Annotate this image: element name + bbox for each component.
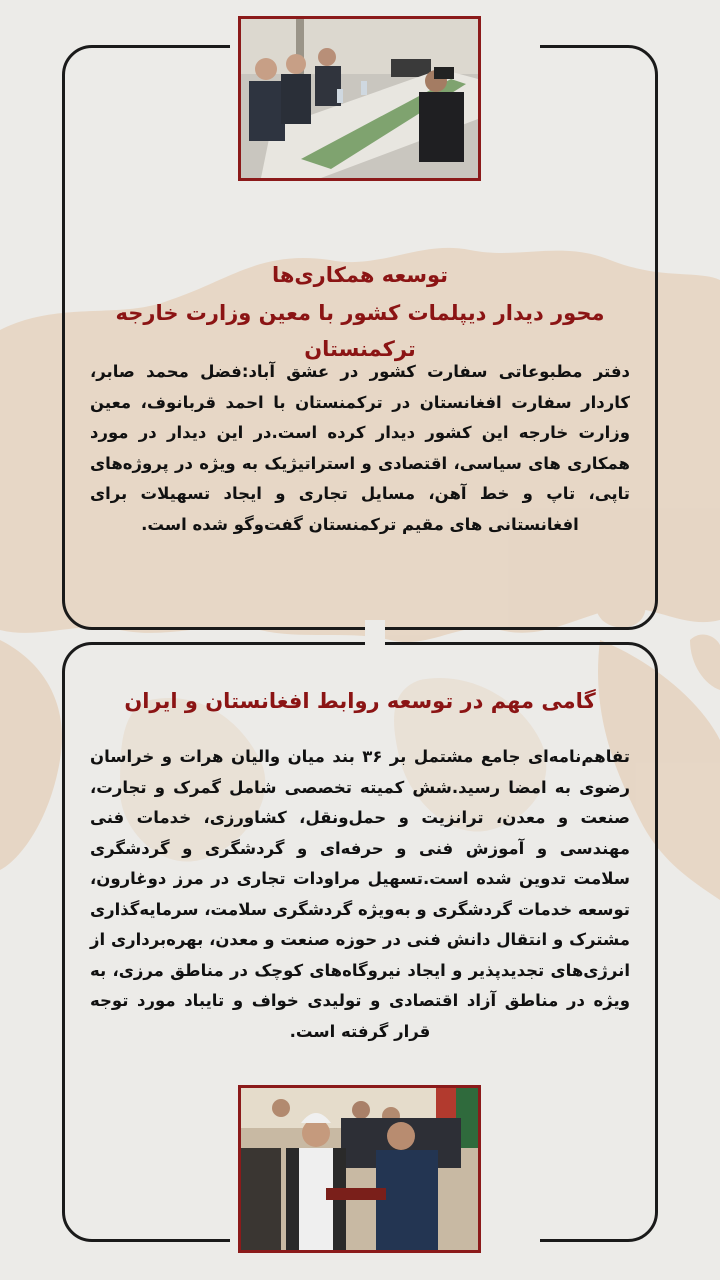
section2-title: گامی مهم در توسعه روابط افغانستان و ایران: [124, 689, 596, 713]
signing-ceremony-photo: [238, 1085, 481, 1253]
section1-title-line1: توسعه همکاری‌ها: [271, 263, 449, 287]
meeting-photo: [238, 16, 481, 181]
section1-title-line2: محور دیدار دیپلمات کشور با معین وزارت خارجه ترکمنستان: [115, 301, 605, 361]
section1-body: دفتر مطبوعاتی سفارت کشور در عشق آباد:فضل محمد صابر، کاردار سفارت افغانستان در ترکمنستان با احمد قربانوف، معین وزارت خارجه این کشور دیدار کرده است.در این دیدار در مورد همکاری های سیاسی، اقتصادی و استراتیژیک به ویژه در پروژه‌های تاپی، تاپ و خط آهن، مسایل تجاری و ایجاد تسهیلات برای افغانستانی های مقیم ترکمنستان گفت‌وگو شده است.: [90, 362, 630, 534]
frame-gap: [365, 620, 385, 652]
section2-body: تفاهم‌نامه‌ای جامع مشتمل بر ۳۶ بند میان والیان هرات و خراسان رضوی به امضا رسید.شش کمیته تخصصی شامل گمرک و تجارت، صنعت و معدن، ترانزیت و حمل‌ونقل، کشاورزی، خدمات فنی مهندسی و آموزش فنی و حرفه‌ای و گردشگری و گردشگری سلامت تدوین شده است.تسهیل مراودات تجاری در مرز دوغارون، توسعه خدمات گردشگری و به‌ویژه گردشگری سلامت، سرمایه‌گذاری مشترک و انتقال دانش فنی در حوزه صنعت و معدن، بهره‌برداری از انرژی‌های تجدیدپذیر و ایجاد نیروگاه‌های کوچک در مناطق مرزی، به ویژه در مناطق آزاد اقتصادی و تولیدی خواف و تایباد مورد توجه قرار گرفته است.: [90, 747, 630, 1041]
